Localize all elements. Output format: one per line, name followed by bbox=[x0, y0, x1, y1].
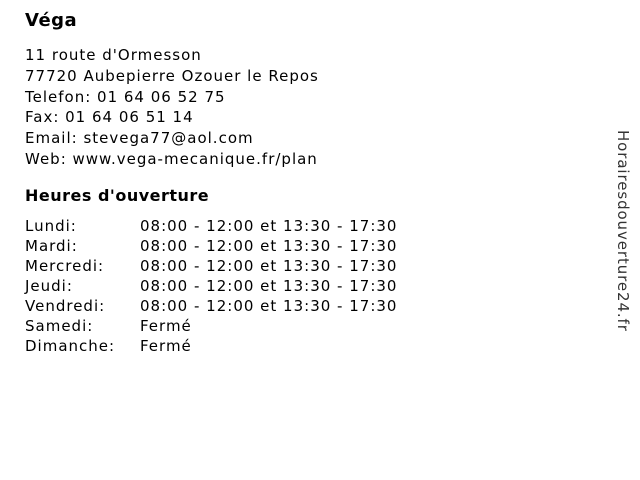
hours-table bbox=[25, 216, 397, 356]
hours-value: 08:00 - 12:00 et 13:30 - 17:30 bbox=[140, 216, 398, 235]
email-line: Email: stevega77@aol.com bbox=[25, 129, 254, 148]
day-label: Mardi: bbox=[25, 236, 78, 255]
hours-value: 08:00 - 12:00 et 13:30 - 17:30 bbox=[140, 236, 398, 255]
content-area bbox=[25, 10, 397, 356]
hours-row-wednesday bbox=[25, 256, 397, 276]
day-label: Jeudi: bbox=[25, 276, 73, 295]
address-line-2: 77720 Aubepierre Ozouer le Repos bbox=[25, 66, 319, 85]
hours-value: Fermé bbox=[140, 316, 192, 335]
contact-block bbox=[25, 45, 397, 170]
day-label: Samedi: bbox=[25, 316, 94, 335]
hours-row-friday bbox=[25, 296, 397, 316]
day-label: Mercredi: bbox=[25, 256, 105, 275]
hours-row-saturday bbox=[25, 316, 397, 336]
day-label: Lundi: bbox=[25, 216, 77, 235]
hours-value: 08:00 - 12:00 et 13:30 - 17:30 bbox=[140, 276, 398, 295]
day-label: Vendredi: bbox=[25, 296, 106, 315]
hours-row-sunday bbox=[25, 336, 397, 356]
hours-value: 08:00 - 12:00 et 13:30 - 17:30 bbox=[140, 256, 398, 275]
hours-value: Fermé bbox=[140, 336, 192, 355]
address-line-1: 11 route d'Ormesson bbox=[25, 46, 202, 64]
hours-heading: Heures d'ouverture bbox=[25, 185, 210, 205]
phone-line: Telefon: 01 64 06 52 75 bbox=[25, 87, 226, 106]
web-line: Web: www.vega-mecanique.fr/plan bbox=[25, 149, 318, 168]
hours-row-monday bbox=[25, 216, 397, 236]
hours-row-thursday bbox=[25, 276, 397, 296]
day-label: Dimanche: bbox=[25, 336, 116, 355]
business-name: Véga bbox=[25, 10, 78, 31]
hours-row-tuesday bbox=[25, 236, 397, 256]
hours-value: 08:00 - 12:00 et 13:30 - 17:30 bbox=[140, 296, 398, 315]
watermark-site-name: Horairesdouverture24.fr bbox=[614, 130, 632, 332]
fax-line: Fax: 01 64 06 51 14 bbox=[25, 108, 194, 127]
